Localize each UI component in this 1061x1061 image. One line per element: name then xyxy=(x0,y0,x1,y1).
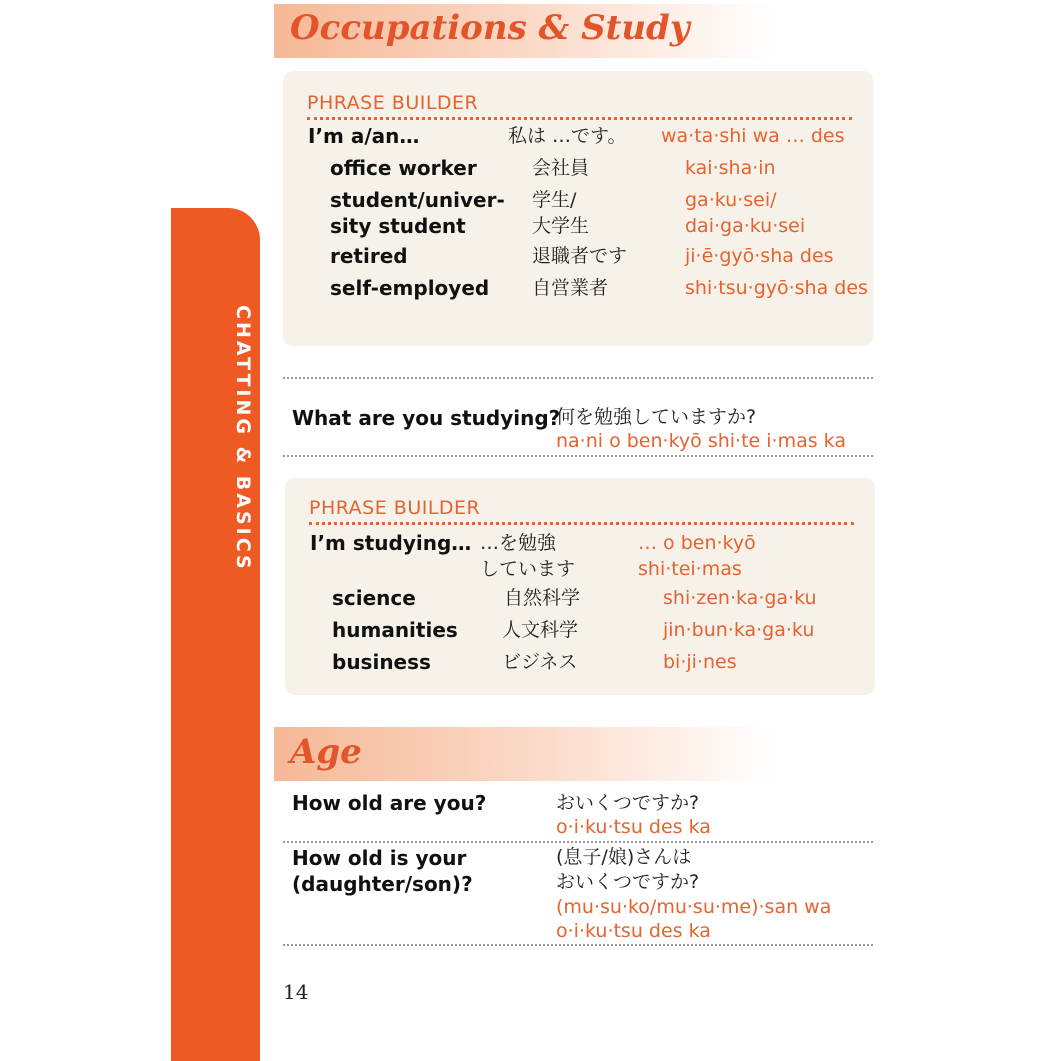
study-question-romaji: na·ni o ben·kyō shi·te i·mas ka xyxy=(556,430,846,452)
pb1-row-english: self-employed xyxy=(330,276,490,300)
study-question-english: What are you studying? xyxy=(292,406,561,430)
pb2-row-romaji: bi·ji·nes xyxy=(663,651,737,673)
pb2-row-japanese: ビジネス xyxy=(502,651,578,673)
gray-dotted-divider xyxy=(283,455,873,457)
age-question-english: How old is your (daughter/son)? xyxy=(292,846,473,896)
pb1-row-english: office worker xyxy=(330,156,477,180)
phrase-builder-label: PHRASE BUILDER xyxy=(309,497,481,519)
pb2-row-romaji: shi·zen·ka·ga·ku xyxy=(663,587,817,609)
pb1-row-romaji: ji·ē·gyō·sha des xyxy=(685,245,834,267)
age-question-romaji: (mu·su·ko/mu·su·me)·san wa o·i·ku·tsu des ka xyxy=(556,896,832,942)
pb2-head-japanese: …を勉強 しています xyxy=(480,532,576,580)
gray-dotted-divider xyxy=(283,377,873,379)
section-title-occupations: Occupations & Study xyxy=(290,8,690,48)
pb1-row-romaji: kai·sha·in xyxy=(685,157,776,179)
pb1-head-japanese: 私は …です。 xyxy=(508,125,627,147)
pb1-row-japanese: 自営業者 xyxy=(532,277,609,299)
pb1-row-japanese: 学生/ 大学生 xyxy=(532,189,590,237)
pb1-head-english: I’m a/an… xyxy=(308,124,420,148)
pb1-row-english: retired xyxy=(330,244,408,268)
pb1-row-romaji: shi·tsu·gyō·sha des xyxy=(685,277,868,299)
pb2-row-japanese: 人文科学 xyxy=(502,619,579,641)
pb2-row-romaji: jin·bun·ka·ga·ku xyxy=(663,619,815,641)
pb1-row-english: student/univer- sity student xyxy=(330,188,505,238)
section-title-age: Age xyxy=(290,732,362,772)
pb1-row-japanese: 会社員 xyxy=(532,157,590,179)
pb2-row-english: business xyxy=(332,650,431,674)
dotted-divider xyxy=(309,522,854,525)
chapter-label: CHATTING & BASICS xyxy=(232,305,254,572)
age-question-romaji: o·i·ku·tsu des ka xyxy=(556,816,711,838)
pb2-head-romaji: … o ben·kyō shi·tei·mas xyxy=(638,532,756,580)
age-question-japanese: おいくつですか? xyxy=(556,792,700,814)
pb1-row-romaji: ga·ku·sei/ dai·ga·ku·sei xyxy=(685,189,806,237)
gray-dotted-divider xyxy=(283,944,873,946)
dotted-divider xyxy=(307,117,852,120)
pb2-row-japanese: 自然科学 xyxy=(504,587,581,609)
page-number: 14 xyxy=(283,980,309,1004)
age-question-english: How old are you? xyxy=(292,791,487,815)
pb1-head-romaji: wa·ta·shi wa … des xyxy=(661,125,845,147)
pb2-row-english: science xyxy=(332,586,416,610)
pb2-row-english: humanities xyxy=(332,618,458,642)
pb2-head-english: I’m studying… xyxy=(310,531,472,555)
gray-dotted-divider xyxy=(283,841,873,843)
phrase-builder-label: PHRASE BUILDER xyxy=(307,92,479,114)
study-question-japanese: 何を勉強していますか? xyxy=(556,406,757,428)
pb1-row-japanese: 退職者です xyxy=(532,245,628,267)
age-question-japanese: (息子/娘)さんは おいくつですか? xyxy=(556,846,700,893)
